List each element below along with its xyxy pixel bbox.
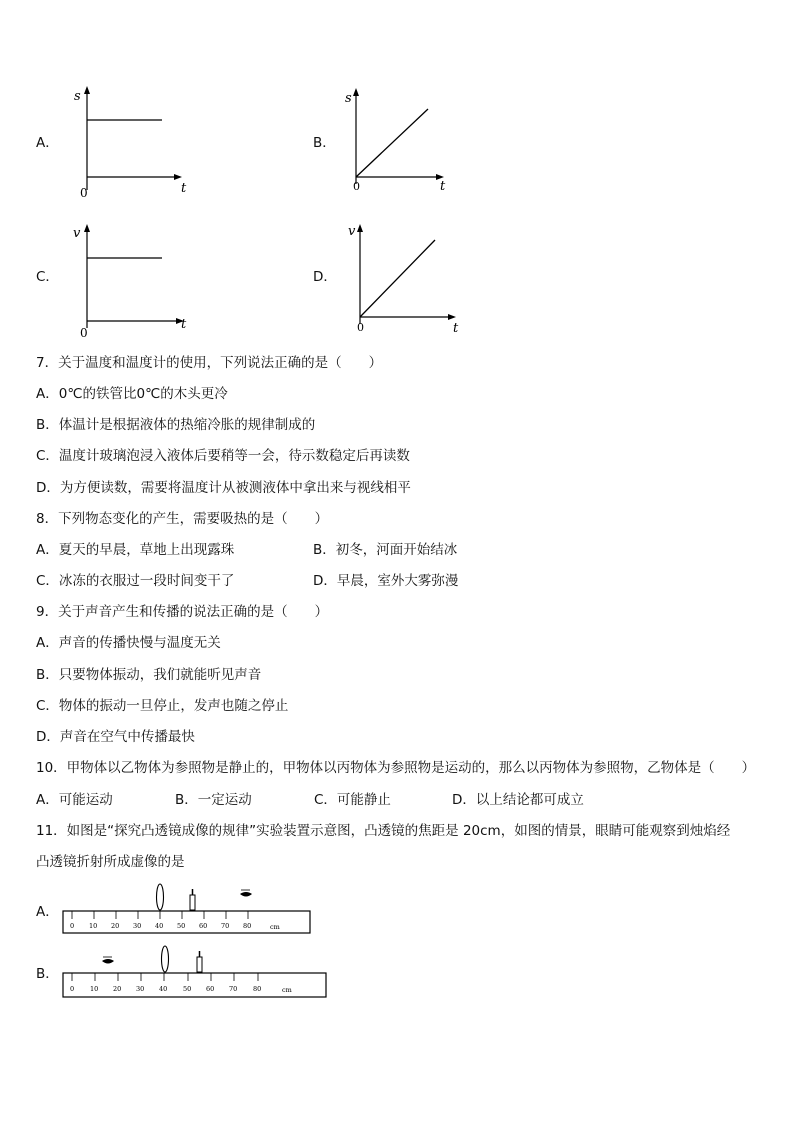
tick-label: 50 xyxy=(177,922,186,930)
option-b: B．初冬，河面开始结冰 xyxy=(313,542,458,558)
tick-label: 0 xyxy=(70,985,75,993)
graph-option-c-letter: C． xyxy=(36,269,59,285)
tick-label: 60 xyxy=(199,922,208,930)
figure-option-a-letter: A． xyxy=(36,904,59,920)
option-a: A．声音的传播快慢与温度无关 xyxy=(36,635,221,651)
y-arrow xyxy=(84,224,90,232)
option-a: A．可能运动 xyxy=(36,792,113,808)
tick-label: 30 xyxy=(136,985,145,993)
option-d: D．以上结论都可成立 xyxy=(452,792,584,808)
tick-label: 20 xyxy=(113,985,122,993)
x-label: t xyxy=(453,321,459,336)
tick-label: 70 xyxy=(229,985,238,993)
option-d: D．早晨，室外大雾弥漫 xyxy=(313,573,459,589)
option-a: A．0℃的铁管比0℃的木头更冷 xyxy=(36,386,228,402)
tick-label: 30 xyxy=(133,922,142,930)
y-label: v xyxy=(348,224,356,239)
convex-lens-icon xyxy=(162,946,169,972)
x-label: t xyxy=(181,317,187,332)
graph-option-a-letter: A． xyxy=(36,135,59,151)
tick-label: 10 xyxy=(89,922,98,930)
y-arrow xyxy=(357,224,363,232)
question-stem: 8．下列物态变化的产生，需要吸热的是（ ） xyxy=(36,511,329,527)
origin-label: 0 xyxy=(80,326,88,340)
candle-icon xyxy=(197,957,202,972)
graph-line xyxy=(356,109,428,177)
tick-label: 80 xyxy=(253,985,262,993)
optical-bench-b xyxy=(62,944,328,1000)
origin-label: 0 xyxy=(80,186,88,200)
option-b: B．一定运动 xyxy=(175,792,252,808)
question-stem-line-2: 凸透镜折射所成虚像的是 xyxy=(36,854,185,870)
tick-label: 70 xyxy=(221,922,230,930)
tick-label: 50 xyxy=(183,985,192,993)
option-b: B．只要物体振动，我们就能听见声音 xyxy=(36,667,262,683)
question-stem: 10．甲物体以乙物体为参照物是静止的，甲物体以丙物体为参照物是运动的，那么以丙物体为参照物，乙物体是（ ） xyxy=(36,760,756,776)
eye-icon xyxy=(240,892,252,897)
figure-option-b-letter: B． xyxy=(36,966,59,982)
graph-option-d-letter: D． xyxy=(313,269,337,285)
x-arrow xyxy=(174,174,182,180)
origin-label: 0 xyxy=(357,321,364,334)
y-arrow xyxy=(353,88,359,96)
option-d: D．为方便读数，需要将温度计从被测液体中拿出来与视线相平 xyxy=(36,480,411,496)
tick-label: 0 xyxy=(70,922,75,930)
question-stem: 7．关于温度和温度计的使用，下列说法正确的是（ ） xyxy=(36,355,383,371)
convex-lens-icon xyxy=(157,884,164,910)
graph-c xyxy=(70,220,200,340)
tick-label: 20 xyxy=(111,922,120,930)
graph-line xyxy=(360,240,435,317)
origin-label: 0 xyxy=(353,180,360,193)
graph-d xyxy=(344,220,469,338)
optical-bench-a xyxy=(62,883,312,935)
tick-label: 80 xyxy=(243,922,252,930)
ruler-unit: cm xyxy=(270,923,280,931)
y-label: s xyxy=(74,89,81,104)
option-c: C．可能静止 xyxy=(314,792,391,808)
x-label: t xyxy=(181,181,187,196)
ruler-unit: cm xyxy=(282,986,292,994)
question-stem-line-1: 11．如图是“探究凸透镜成像的规律”实验装置示意图，凸透镜的焦距是 20cm，如图的情景，眼睛可能观察到烛焰经 xyxy=(36,823,731,839)
graph-option-b-letter: B． xyxy=(313,135,336,151)
option-c: C．物体的振动一旦停止，发声也随之停止 xyxy=(36,698,289,714)
question-stem: 9．关于声音产生和传播的说法正确的是（ ） xyxy=(36,604,329,620)
x-label: t xyxy=(440,179,446,194)
option-c: C．冰冻的衣服过一段时间变干了 xyxy=(36,573,235,589)
tick-label: 40 xyxy=(159,985,168,993)
tick-label: 40 xyxy=(155,922,164,930)
y-label: s xyxy=(345,91,352,106)
x-arrow xyxy=(448,314,456,320)
candle-icon xyxy=(190,895,195,910)
option-c: C．温度计玻璃泡浸入液体后要稍等一会，待示数稳定后再读数 xyxy=(36,448,410,464)
graph-a xyxy=(70,82,200,202)
option-a: A．夏天的早晨，草地上出现露珠 xyxy=(36,542,235,558)
option-b: B．体温计是根据液体的热缩冷胀的规律制成的 xyxy=(36,417,316,433)
option-d: D．声音在空气中传播最快 xyxy=(36,729,195,745)
tick-label: 10 xyxy=(90,985,99,993)
eye-icon xyxy=(102,959,114,964)
graph-b xyxy=(342,84,462,196)
tick-label: 60 xyxy=(206,985,215,993)
y-label: v xyxy=(73,226,81,241)
y-arrow xyxy=(84,86,90,94)
